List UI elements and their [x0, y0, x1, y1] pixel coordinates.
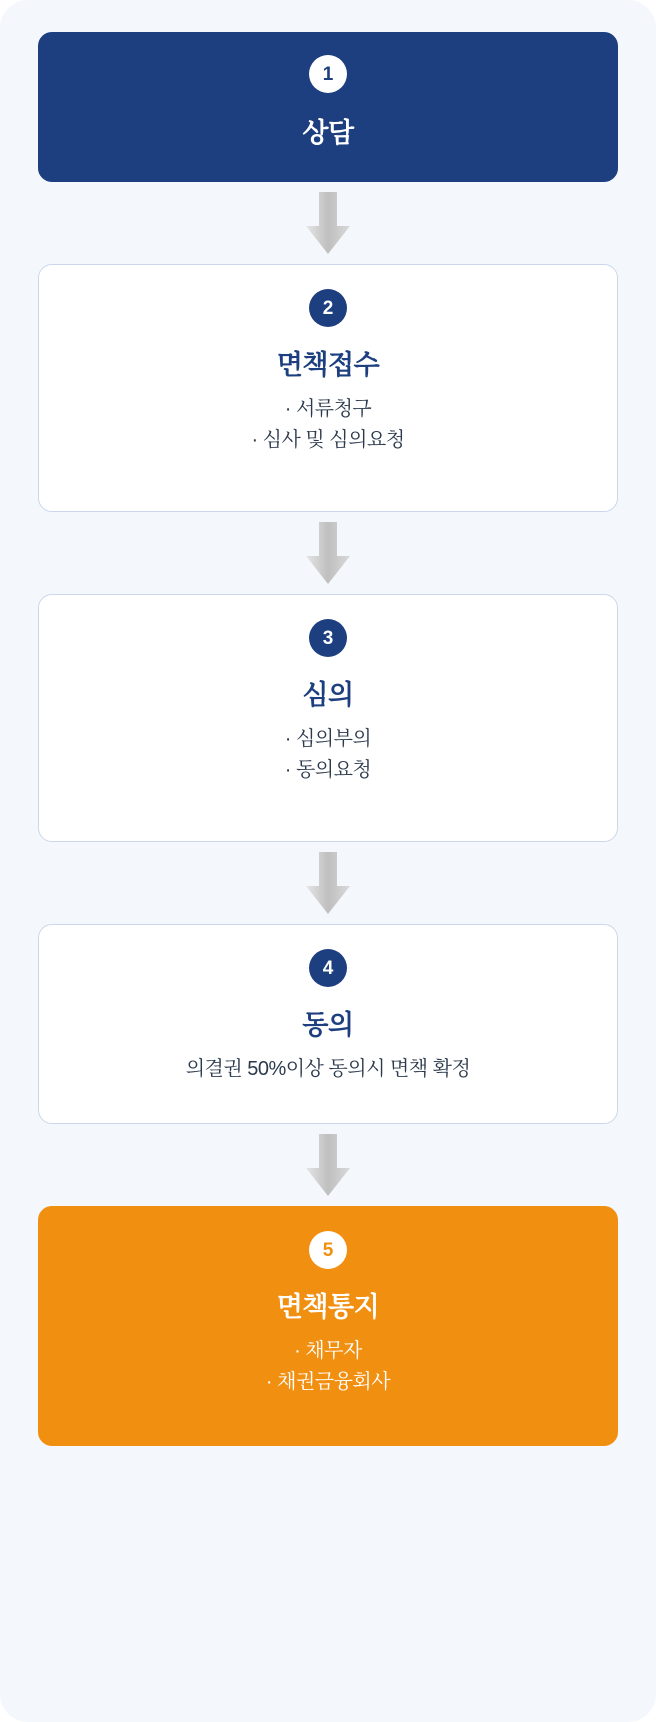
step-detail-line: · 심의부의 — [284, 728, 372, 750]
down-arrow-icon — [306, 192, 350, 254]
down-arrow-icon — [306, 522, 350, 584]
flow-step-2 — [38, 264, 618, 512]
down-arrow-icon — [306, 1134, 350, 1196]
down-arrow-icon — [306, 852, 350, 914]
step-detail-list — [285, 724, 372, 786]
step-detail-line: · 서류청구 — [284, 398, 372, 420]
step-title: 동의 — [302, 1010, 354, 1040]
step-detail-list — [251, 394, 404, 456]
step-title: 상담 — [302, 118, 354, 148]
step-number-badge: 2 — [309, 289, 347, 327]
step-number-badge: 3 — [309, 619, 347, 657]
step-number-badge: 1 — [309, 55, 347, 93]
step-detail-line: · 채권금융회사 — [265, 1371, 391, 1393]
step-title: 면책통지 — [276, 1292, 380, 1322]
step-title: 심의 — [302, 680, 354, 710]
step-detail-line: · 심사 및 심의요청 — [251, 429, 405, 451]
flow-step-3 — [38, 594, 618, 842]
step-detail-line: · 동의요청 — [284, 759, 372, 781]
step-number-badge: 4 — [309, 949, 347, 987]
step-number-badge: 5 — [309, 1231, 347, 1269]
step-detail-line: 의결권 50%이상 동의시 면책 확정 — [185, 1058, 471, 1080]
flow-step-4 — [38, 924, 618, 1124]
step-detail-list — [266, 1336, 390, 1398]
step-detail-list — [186, 1054, 471, 1085]
step-title: 면책접수 — [276, 350, 380, 380]
step-detail-line: · 채무자 — [294, 1340, 362, 1362]
flow-step-1 — [38, 32, 618, 182]
flow-step-5 — [38, 1206, 618, 1446]
